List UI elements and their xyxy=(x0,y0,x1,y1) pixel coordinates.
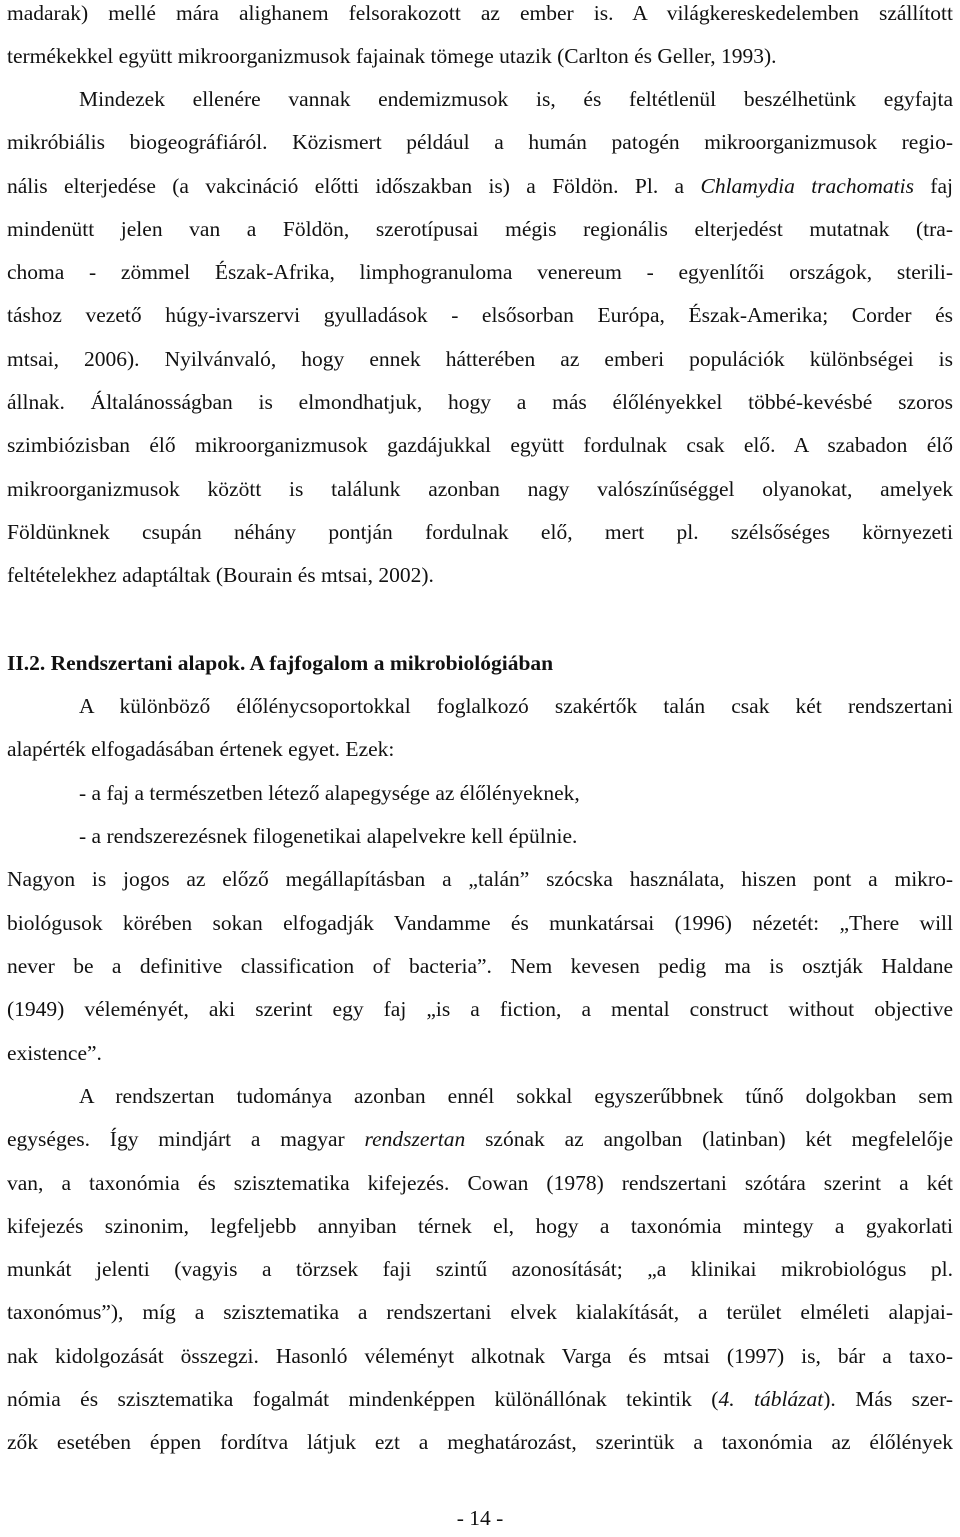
text-line: termékekkel együtt mikroorganizmusok fajainak tömege utazik (Carlton és Geller, 1993). xyxy=(7,44,777,68)
text-line: A különböző élőlénycsoportokkal foglalkozó szakértők talán csak két rendszertani xyxy=(79,694,953,718)
text-line: never be a definitive classification of bacteria”. Nem kevesen pedig ma is osztják Haldane xyxy=(7,954,953,978)
list-item: - a rendszerezésnek filogenetikai alapelvekre kell épülnie. xyxy=(79,824,578,848)
text-line: egységes. Így mindjárt a magyar rendszertan szónak az angolban (latinban) két megfelelője xyxy=(7,1127,953,1151)
text-line: Nagyon is jogos az előző megállapításban a „talán” szócska használata, hiszen pont a mikro- xyxy=(7,867,953,891)
text-line: nális elterjedése (a vakcináció előtti időszakban is) a Földön. Pl. a Chlamydia trachomatis faj xyxy=(7,174,953,198)
text-line: feltételekhez adaptáltak (Bourain és mtsai, 2002). xyxy=(7,563,434,587)
text-line: kifejezés szinonim, legfeljebb annyiban térnek el, hogy a taxonómia mintegy a gyakorlati xyxy=(7,1214,953,1238)
text-line: mikróbiális biogeográfiáról. Közismert például a humán patogén mikroorganizmusok regio- xyxy=(7,130,953,154)
text-line: madarak) mellé mára alighanem felsorakozott az ember is. A világkereskedelemben szállított xyxy=(7,1,953,25)
text-line: táshoz vezető húgy-ivarszervi gyulladások - elsősorban Európa, Észak-Amerika; Corder és xyxy=(7,303,953,327)
text-line: biológusok körében sokan elfogadják Vandamme és munkatársai (1996) nézetét: „There will xyxy=(7,911,953,935)
text-line: choma - zömmel Észak-Afrika, limphogranuloma venereum - egyenlítői országok, sterili- xyxy=(7,260,953,284)
list-item: - a faj a természetben létező alapegysége az élőlényeknek, xyxy=(79,781,580,805)
text-line: nómia és szisztematika fogalmát mindenképpen különállónak tekintik (4. táblázat). Más szer- xyxy=(7,1387,953,1411)
text-line: nak kidolgozását összegzi. Hasonló véleményt alkotnak Varga és mtsai (1997) is, bár a taxo- xyxy=(7,1344,953,1368)
text-line: mindenütt jelen van a Földön, szerotípusai mégis regionális elterjedést mutatnak (tra- xyxy=(7,217,953,241)
text-line: taxonómus”), míg a szisztematika a rendszertani elvek kialakítását, a terület elméleti alapjai- xyxy=(7,1300,953,1324)
text-line: Mindezek ellenére vannak endemizmusok is, és feltétlenül beszélhetünk egyfajta xyxy=(79,87,953,111)
page-number: - 14 - xyxy=(456,1506,504,1530)
text-line: Földünknek csupán néhány pontján fordulnak elő, mert pl. szélsőséges környezeti xyxy=(7,520,953,544)
section-heading: II.2. Rendszertani alapok. A fajfogalom a mikrobiológiában xyxy=(7,651,554,675)
text-line: A rendszertan tudománya azonban ennél sokkal egyszerűbbnek tűnő dolgokban sem xyxy=(79,1084,953,1108)
text-line: zők esetében éppen fordítva látjuk ezt a meghatározást, szerintük a taxonómia az élőlények xyxy=(7,1430,953,1454)
text-line: mikroorganizmusok között is találunk azonban nagy valószínűséggel olyanokat, amelyek xyxy=(7,477,953,501)
text-line: (1949) véleményét, aki szerint egy faj „is a fiction, a mental construct without objective xyxy=(7,997,953,1021)
text-line: existence”. xyxy=(7,1041,102,1065)
text-line: állnak. Általánosságban is elmondhatjuk, hogy a más élőlényekkel többé-kevésbé szoros xyxy=(7,390,953,414)
text-line: alapérték elfogadásában értenek egyet. Ezek: xyxy=(7,737,395,761)
text-line: van, a taxonómia és szisztematika kifejezés. Cowan (1978) rendszertani szótára szerint a két xyxy=(7,1171,953,1195)
text-line: munkát jelenti (vagyis a törzsek faji szintű azonosítását; „a klinikai mikrobiológus pl. xyxy=(7,1257,953,1281)
text-line: mtsai, 2006). Nyilvánvaló, hogy ennek hátterében az emberi populációk különbségei is xyxy=(7,347,953,371)
text-line: szimbiózisban élő mikroorganizmusok gazdájukkal együtt fordulnak csak elő. A szabadon élő xyxy=(7,433,953,457)
